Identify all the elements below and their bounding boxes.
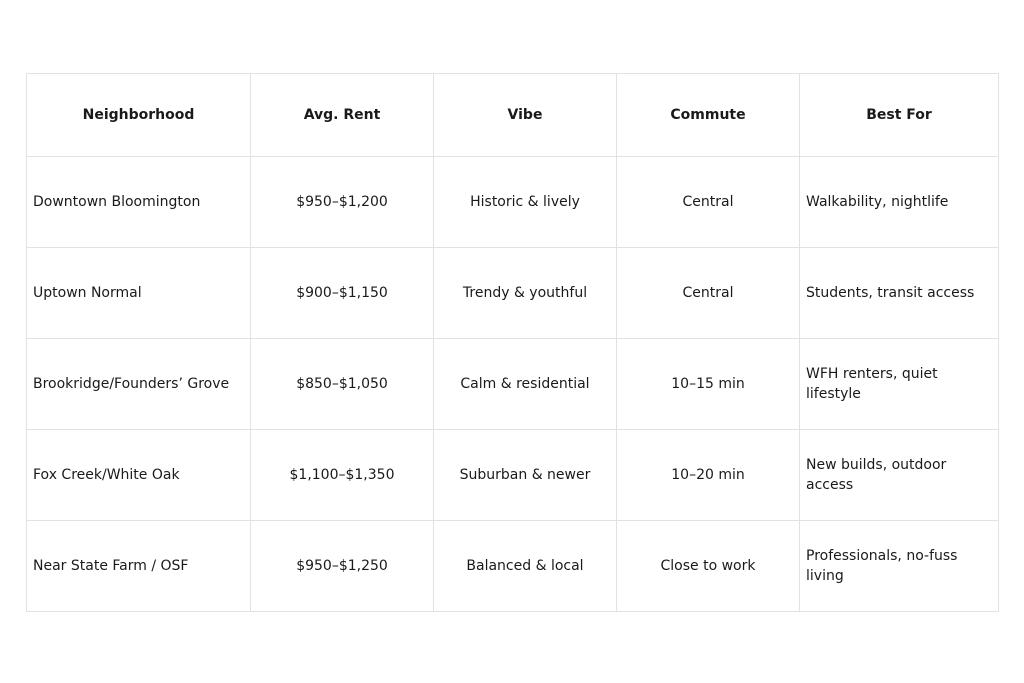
header-vibe: Vibe [434,74,617,157]
cell-commute: 10–20 min [617,430,800,521]
cell-commute: Central [617,157,800,248]
table-header-row [27,74,999,157]
table-row [27,157,999,248]
cell-neighborhood: Brookridge/Founders’ Grove [27,339,251,430]
cell-avg-rent: $900–$1,150 [251,248,434,339]
cell-vibe: Trendy & youthful [434,248,617,339]
cell-best-for: New builds, outdoor access [800,430,999,521]
cell-commute: Central [617,248,800,339]
cell-vibe: Historic & lively [434,157,617,248]
header-neighborhood: Neighborhood [27,74,251,157]
cell-avg-rent: $950–$1,200 [251,157,434,248]
table-row [27,430,999,521]
cell-avg-rent: $1,100–$1,350 [251,430,434,521]
cell-avg-rent: $950–$1,250 [251,521,434,612]
table-row [27,339,999,430]
neighborhood-table-container [26,73,998,612]
cell-commute: Close to work [617,521,800,612]
table-row [27,248,999,339]
cell-neighborhood: Uptown Normal [27,248,251,339]
cell-best-for: Walkability, nightlife [800,157,999,248]
cell-avg-rent: $850–$1,050 [251,339,434,430]
header-commute: Commute [617,74,800,157]
cell-neighborhood: Near State Farm / OSF [27,521,251,612]
header-best-for: Best For [800,74,999,157]
cell-vibe: Balanced & local [434,521,617,612]
table-row [27,521,999,612]
cell-best-for: Students, transit access [800,248,999,339]
cell-neighborhood: Downtown Bloomington [27,157,251,248]
cell-commute: 10–15 min [617,339,800,430]
cell-neighborhood: Fox Creek/White Oak [27,430,251,521]
cell-best-for: WFH renters, quiet lifestyle [800,339,999,430]
cell-vibe: Suburban & newer [434,430,617,521]
neighborhood-comparison-table [26,73,999,612]
header-avg-rent: Avg. Rent [251,74,434,157]
cell-vibe: Calm & residential [434,339,617,430]
cell-best-for: Professionals, no-fuss living [800,521,999,612]
